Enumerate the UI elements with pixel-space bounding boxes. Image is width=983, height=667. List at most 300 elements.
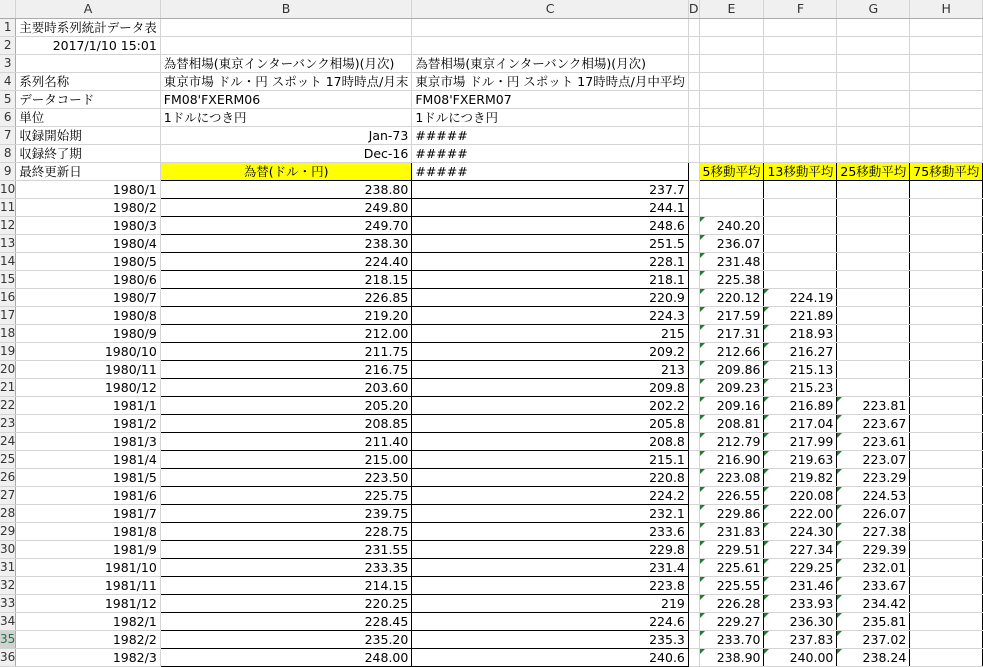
cell-rate-month-end[interactable]: 228.45 xyxy=(160,612,412,630)
row-header[interactable]: 9 xyxy=(0,162,16,180)
cell-a1-title[interactable]: 主要時系列統計データ表 xyxy=(16,18,161,36)
cell-ma5[interactable]: 233.70 xyxy=(699,630,764,648)
cell-ma75[interactable] xyxy=(910,360,983,378)
cell-b9-header[interactable]: 為替(ドル・円) xyxy=(160,162,412,180)
cell-ma13[interactable]: 227.34 xyxy=(764,540,837,558)
cell[interactable] xyxy=(837,90,910,108)
cell[interactable] xyxy=(688,288,699,306)
row-header[interactable]: 15 xyxy=(0,270,16,288)
cell-rate-month-end[interactable]: 218.15 xyxy=(160,270,412,288)
row-header[interactable]: 29 xyxy=(0,522,16,540)
cell-ma25[interactable]: 235.81 xyxy=(837,612,910,630)
cell-ma13[interactable] xyxy=(764,198,837,216)
cell-ma5[interactable]: 226.28 xyxy=(699,594,764,612)
cell-ma75[interactable] xyxy=(910,432,983,450)
cell-ma13[interactable]: 216.89 xyxy=(764,396,837,414)
cell-date[interactable]: 1981/2 xyxy=(16,414,161,432)
cell-ma25[interactable] xyxy=(837,360,910,378)
column-header-a[interactable]: A xyxy=(16,0,161,18)
cell-c9-header[interactable]: ##### xyxy=(412,162,689,180)
cell[interactable] xyxy=(688,216,699,234)
cell[interactable] xyxy=(699,126,764,144)
cell-rate-month-end[interactable]: 248.00 xyxy=(160,648,412,666)
cell-c5-code[interactable]: FM08'FXERM07 xyxy=(412,90,689,108)
cell[interactable] xyxy=(688,648,699,666)
row-header[interactable]: 23 xyxy=(0,414,16,432)
cell-ma75[interactable] xyxy=(910,540,983,558)
cell[interactable] xyxy=(688,486,699,504)
cell[interactable] xyxy=(688,396,699,414)
cell-ma5[interactable]: 226.55 xyxy=(699,486,764,504)
cell-ma25[interactable]: 229.39 xyxy=(837,540,910,558)
cell-ma13[interactable]: 221.89 xyxy=(764,306,837,324)
cell-rate-month-end[interactable]: 211.40 xyxy=(160,432,412,450)
cell-ma5[interactable]: 238.90 xyxy=(699,648,764,666)
column-header-b[interactable]: B xyxy=(160,0,412,18)
cell-ma25[interactable] xyxy=(837,198,910,216)
row-header[interactable]: 14 xyxy=(0,252,16,270)
cell[interactable] xyxy=(837,54,910,72)
cell[interactable] xyxy=(764,72,837,90)
cell-ma25[interactable]: 232.01 xyxy=(837,558,910,576)
cell-rate-month-avg[interactable]: 220.9 xyxy=(412,288,689,306)
row-header[interactable]: 13 xyxy=(0,234,16,252)
row-header[interactable]: 31 xyxy=(0,558,16,576)
cell-rate-month-avg[interactable]: 233.6 xyxy=(412,522,689,540)
cell-rate-month-end[interactable]: 216.75 xyxy=(160,360,412,378)
cell-ma25[interactable] xyxy=(837,342,910,360)
cell-ma13[interactable]: 220.08 xyxy=(764,486,837,504)
cell-date[interactable]: 1980/1 xyxy=(16,180,161,198)
cell-rate-month-end[interactable]: 215.00 xyxy=(160,450,412,468)
cell-rate-month-avg[interactable]: 248.6 xyxy=(412,216,689,234)
column-header-d[interactable]: D xyxy=(688,1,699,17)
cell-ma25[interactable]: 223.67 xyxy=(837,414,910,432)
cell[interactable] xyxy=(160,18,412,36)
cell-ma5[interactable]: 209.16 xyxy=(699,396,764,414)
cell[interactable] xyxy=(910,126,983,144)
cell-ma5[interactable]: 229.27 xyxy=(699,612,764,630)
cell-date[interactable]: 1981/1 xyxy=(16,396,161,414)
cell-ma13[interactable]: 231.46 xyxy=(764,576,837,594)
cell-b8-end[interactable]: Dec-16 xyxy=(160,144,412,162)
cell[interactable] xyxy=(764,54,837,72)
cell-ma25[interactable] xyxy=(837,216,910,234)
cell[interactable] xyxy=(688,558,699,576)
cell[interactable] xyxy=(764,108,837,126)
cell[interactable] xyxy=(837,36,910,54)
cell-rate-month-avg[interactable]: 219 xyxy=(412,594,689,612)
cell-ma75[interactable] xyxy=(910,198,983,216)
cell-date[interactable]: 1980/4 xyxy=(16,234,161,252)
cell-date[interactable]: 1981/7 xyxy=(16,504,161,522)
cell-ma75[interactable] xyxy=(910,342,983,360)
cell-ma5[interactable]: 236.07 xyxy=(699,234,764,252)
row-header[interactable]: 36 xyxy=(0,648,16,666)
cell-ma75[interactable] xyxy=(910,234,983,252)
cell[interactable] xyxy=(688,342,699,360)
cell-b3-series-title[interactable]: 為替相場(東京インターバンク相場)(月次) xyxy=(160,54,412,72)
cell-e9-header[interactable]: 5移動平均 xyxy=(699,162,764,180)
cell[interactable] xyxy=(688,414,699,432)
row-header[interactable]: 12 xyxy=(0,216,16,234)
cell-ma25[interactable] xyxy=(837,306,910,324)
row-header[interactable]: 7 xyxy=(0,126,16,144)
row-header[interactable]: 30 xyxy=(0,540,16,558)
row-header[interactable]: 20 xyxy=(0,360,16,378)
cell-ma25[interactable]: 237.02 xyxy=(837,630,910,648)
row-header[interactable]: 27 xyxy=(0,486,16,504)
cell-rate-month-end[interactable]: 208.85 xyxy=(160,414,412,432)
cell-ma13[interactable]: 233.93 xyxy=(764,594,837,612)
cell-ma25[interactable] xyxy=(837,234,910,252)
cell-rate-month-end[interactable]: 228.75 xyxy=(160,522,412,540)
cell-date[interactable]: 1980/6 xyxy=(16,270,161,288)
cell-rate-month-avg[interactable]: 213 xyxy=(412,360,689,378)
cell-ma25[interactable]: 227.38 xyxy=(837,522,910,540)
cell-ma75[interactable] xyxy=(910,396,983,414)
cell[interactable] xyxy=(688,36,699,54)
cell-ma13[interactable]: 240.00 xyxy=(764,648,837,666)
cell-ma13[interactable]: 217.99 xyxy=(764,432,837,450)
cell-rate-month-end[interactable]: 220.25 xyxy=(160,594,412,612)
cell-c3-series-title[interactable]: 為替相場(東京インターバンク相場)(月次) xyxy=(412,54,689,72)
cell-ma13[interactable]: 224.19 xyxy=(764,288,837,306)
cell-rate-month-avg[interactable]: 244.1 xyxy=(412,198,689,216)
cell-ma13[interactable] xyxy=(764,252,837,270)
cell-ma13[interactable]: 219.63 xyxy=(764,450,837,468)
cell-ma5[interactable]: 220.12 xyxy=(699,288,764,306)
cell[interactable] xyxy=(910,72,983,90)
cell-date[interactable]: 1980/2 xyxy=(16,198,161,216)
cell[interactable] xyxy=(699,54,764,72)
row-header[interactable]: 17 xyxy=(0,306,16,324)
cell[interactable] xyxy=(688,450,699,468)
cell-date[interactable]: 1980/3 xyxy=(16,216,161,234)
row-header[interactable]: 33 xyxy=(0,594,16,612)
column-header-g[interactable]: G xyxy=(837,0,910,18)
cell[interactable] xyxy=(412,18,689,36)
cell[interactable] xyxy=(160,36,412,54)
row-header[interactable]: 4 xyxy=(0,72,16,90)
cell[interactable] xyxy=(688,504,699,522)
row-header[interactable]: 1 xyxy=(0,18,16,36)
row-header[interactable]: 18 xyxy=(0,324,16,342)
cell-ma5[interactable]: 217.59 xyxy=(699,306,764,324)
cell-date[interactable]: 1980/12 xyxy=(16,378,161,396)
cell-ma75[interactable] xyxy=(910,450,983,468)
cell[interactable] xyxy=(910,54,983,72)
cell-date[interactable]: 1981/8 xyxy=(16,522,161,540)
cell-ma13[interactable]: 219.82 xyxy=(764,468,837,486)
cell-ma75[interactable] xyxy=(910,522,983,540)
column-header-c[interactable]: C xyxy=(412,0,689,18)
cell-date[interactable]: 1980/9 xyxy=(16,324,161,342)
row-header[interactable]: 10 xyxy=(0,180,16,198)
cell[interactable] xyxy=(412,36,689,54)
cell[interactable] xyxy=(688,594,699,612)
cell-date[interactable]: 1981/9 xyxy=(16,540,161,558)
cell[interactable] xyxy=(688,378,699,396)
row-header[interactable]: 28 xyxy=(0,504,16,522)
cell-rate-month-avg[interactable]: 215.1 xyxy=(412,450,689,468)
cell-ma75[interactable] xyxy=(910,270,983,288)
cell-rate-month-end[interactable]: 224.40 xyxy=(160,252,412,270)
cell-ma13[interactable] xyxy=(764,234,837,252)
cell-ma75[interactable] xyxy=(910,630,983,648)
cell-rate-month-avg[interactable]: 202.2 xyxy=(412,396,689,414)
cell[interactable] xyxy=(688,522,699,540)
row-header[interactable]: 26 xyxy=(0,468,16,486)
column-header-f[interactable]: F xyxy=(764,0,837,18)
cell-date[interactable]: 1981/3 xyxy=(16,432,161,450)
cell[interactable] xyxy=(910,144,983,162)
cell-b5-code[interactable]: FM08'FXERM06 xyxy=(160,90,412,108)
cell-a9-label[interactable]: 最終更新日 xyxy=(16,162,161,180)
cell-date[interactable]: 1980/8 xyxy=(16,306,161,324)
cell-rate-month-avg[interactable]: 220.8 xyxy=(412,468,689,486)
cell-rate-month-avg[interactable]: 224.3 xyxy=(412,306,689,324)
cell[interactable] xyxy=(688,108,699,126)
cell-ma75[interactable] xyxy=(910,288,983,306)
cell-date[interactable]: 1981/4 xyxy=(16,450,161,468)
cell-ma13[interactable] xyxy=(764,216,837,234)
cell[interactable] xyxy=(699,36,764,54)
cell-ma13[interactable] xyxy=(764,270,837,288)
cell-c6-unit[interactable]: 1ドルにつき円 xyxy=(412,108,689,126)
cell-ma5[interactable] xyxy=(699,180,764,198)
cell-rate-month-end[interactable]: 226.85 xyxy=(160,288,412,306)
cell[interactable] xyxy=(764,18,837,36)
cell-ma75[interactable] xyxy=(910,324,983,342)
cell-ma13[interactable] xyxy=(764,180,837,198)
cell-c8-end[interactable]: ##### xyxy=(412,144,689,162)
row-header[interactable]: 24 xyxy=(0,432,16,450)
row-header[interactable]: 11 xyxy=(0,198,16,216)
cell-ma13[interactable]: 236.30 xyxy=(764,612,837,630)
cell[interactable] xyxy=(699,90,764,108)
cell-ma25[interactable]: 223.29 xyxy=(837,468,910,486)
cell-b4-series-name[interactable]: 東京市場 ドル・円 スポット 17時時点/月末 xyxy=(160,72,412,90)
cell-a6-label[interactable]: 単位 xyxy=(16,108,161,126)
cell[interactable] xyxy=(688,612,699,630)
cell-rate-month-end[interactable]: 239.75 xyxy=(160,504,412,522)
cell-ma5[interactable]: 229.51 xyxy=(699,540,764,558)
cell-ma75[interactable] xyxy=(910,252,983,270)
cell-ma5[interactable]: 209.23 xyxy=(699,378,764,396)
cell-a7-label[interactable]: 収録開始期 xyxy=(16,126,161,144)
cell-ma13[interactable]: 217.04 xyxy=(764,414,837,432)
select-all-corner[interactable] xyxy=(0,0,16,18)
cell-date[interactable]: 1982/2 xyxy=(16,630,161,648)
cell[interactable] xyxy=(764,36,837,54)
cell[interactable] xyxy=(764,126,837,144)
cell[interactable] xyxy=(688,630,699,648)
cell-rate-month-avg[interactable]: 224.6 xyxy=(412,612,689,630)
cell-ma25[interactable]: 223.81 xyxy=(837,396,910,414)
cell-rate-month-avg[interactable]: 231.4 xyxy=(412,558,689,576)
cell-rate-month-end[interactable]: 233.35 xyxy=(160,558,412,576)
row-header[interactable]: 16 xyxy=(0,288,16,306)
cell-ma13[interactable]: 222.00 xyxy=(764,504,837,522)
cell-rate-month-avg[interactable]: 240.6 xyxy=(412,648,689,666)
cell-ma25[interactable]: 224.53 xyxy=(837,486,910,504)
cell-rate-month-avg[interactable]: 237.7 xyxy=(412,180,689,198)
cell-ma5[interactable]: 225.38 xyxy=(699,270,764,288)
cell-date[interactable]: 1981/10 xyxy=(16,558,161,576)
column-header-e[interactable]: E xyxy=(699,0,764,18)
cell[interactable] xyxy=(699,108,764,126)
cell-ma5[interactable] xyxy=(699,198,764,216)
cell-rate-month-avg[interactable]: 209.8 xyxy=(412,378,689,396)
cell-ma25[interactable]: 238.24 xyxy=(837,648,910,666)
cell[interactable] xyxy=(910,108,983,126)
cell-date[interactable]: 1980/5 xyxy=(16,252,161,270)
cell-b7-start[interactable]: Jan-73 xyxy=(160,126,412,144)
cell-a4-label[interactable]: 系列名称 xyxy=(16,72,161,90)
cell-g9-header[interactable]: 25移動平均 xyxy=(837,162,910,180)
cell-rate-month-avg[interactable]: 232.1 xyxy=(412,504,689,522)
cell-rate-month-avg[interactable]: 235.3 xyxy=(412,630,689,648)
cell-rate-month-end[interactable]: 211.75 xyxy=(160,342,412,360)
cell[interactable] xyxy=(910,18,983,36)
cell-h9-header[interactable]: 75移動平均 xyxy=(910,162,983,180)
row-header[interactable]: 2 xyxy=(0,36,16,54)
cell-ma75[interactable] xyxy=(910,612,983,630)
row-header[interactable]: 32 xyxy=(0,576,16,594)
cell[interactable] xyxy=(688,468,699,486)
cell-rate-month-end[interactable]: 223.50 xyxy=(160,468,412,486)
cell-rate-month-end[interactable]: 238.30 xyxy=(160,234,412,252)
cell-ma5[interactable]: 231.83 xyxy=(699,522,764,540)
cell-date[interactable]: 1982/1 xyxy=(16,612,161,630)
cell-rate-month-avg[interactable]: 205.8 xyxy=(412,414,689,432)
cell[interactable] xyxy=(837,72,910,90)
cell-date[interactable]: 1982/3 xyxy=(16,648,161,666)
cell-rate-month-avg[interactable]: 208.8 xyxy=(412,432,689,450)
cell[interactable] xyxy=(688,432,699,450)
cell-ma5[interactable]: 225.61 xyxy=(699,558,764,576)
cell-ma25[interactable]: 226.07 xyxy=(837,504,910,522)
cell-ma25[interactable] xyxy=(837,378,910,396)
cell[interactable] xyxy=(688,360,699,378)
cell[interactable] xyxy=(688,234,699,252)
cell-f9-header[interactable]: 13移動平均 xyxy=(764,162,837,180)
cell-ma5[interactable]: 240.20 xyxy=(699,216,764,234)
cell-rate-month-avg[interactable]: 251.5 xyxy=(412,234,689,252)
cell-rate-month-end[interactable]: 225.75 xyxy=(160,486,412,504)
cell-rate-month-avg[interactable]: 218.1 xyxy=(412,270,689,288)
cell-ma5[interactable]: 223.08 xyxy=(699,468,764,486)
cell-ma13[interactable]: 229.25 xyxy=(764,558,837,576)
cell-ma25[interactable]: 223.61 xyxy=(837,432,910,450)
cell-ma25[interactable]: 223.07 xyxy=(837,450,910,468)
row-header[interactable]: 34 xyxy=(0,612,16,630)
cell-a5-label[interactable]: データコード xyxy=(16,90,161,108)
cell-rate-month-end[interactable]: 235.20 xyxy=(160,630,412,648)
cell[interactable] xyxy=(688,252,699,270)
cell-b6-unit[interactable]: 1ドルにつき円 xyxy=(160,108,412,126)
cell[interactable] xyxy=(688,198,699,216)
cell[interactable] xyxy=(699,144,764,162)
cell-date[interactable]: 1981/12 xyxy=(16,594,161,612)
cell-ma25[interactable] xyxy=(837,270,910,288)
cell-ma13[interactable]: 237.83 xyxy=(764,630,837,648)
cell-date[interactable]: 1980/11 xyxy=(16,360,161,378)
cell-c7-start[interactable]: ##### xyxy=(412,126,689,144)
row-header[interactable]: 5 xyxy=(0,90,16,108)
cell-date[interactable]: 1981/6 xyxy=(16,486,161,504)
cell-ma75[interactable] xyxy=(910,216,983,234)
cell-date[interactable]: 1980/10 xyxy=(16,342,161,360)
row-header[interactable]: 19 xyxy=(0,342,16,360)
cell[interactable] xyxy=(688,270,699,288)
cell-rate-month-avg[interactable]: 228.1 xyxy=(412,252,689,270)
cell-ma5[interactable]: 209.86 xyxy=(699,360,764,378)
cell-ma5[interactable]: 208.81 xyxy=(699,414,764,432)
cell[interactable] xyxy=(688,540,699,558)
row-header[interactable]: 35 xyxy=(0,630,16,648)
cell[interactable] xyxy=(688,18,699,36)
cell-date[interactable]: 1981/11 xyxy=(16,576,161,594)
cell[interactable] xyxy=(688,126,699,144)
cell-rate-month-avg[interactable]: 215 xyxy=(412,324,689,342)
cell-date[interactable]: 1980/7 xyxy=(16,288,161,306)
cell-rate-month-avg[interactable]: 223.8 xyxy=(412,576,689,594)
cell-ma75[interactable] xyxy=(910,504,983,522)
row-header[interactable]: 3 xyxy=(0,54,16,72)
cell[interactable] xyxy=(910,36,983,54)
cell[interactable] xyxy=(837,126,910,144)
cell-ma25[interactable] xyxy=(837,288,910,306)
cell-rate-month-end[interactable]: 214.15 xyxy=(160,576,412,594)
row-header[interactable]: 8 xyxy=(0,144,16,162)
cell-ma13[interactable]: 224.30 xyxy=(764,522,837,540)
row-header[interactable]: 25 xyxy=(0,450,16,468)
cell-ma75[interactable] xyxy=(910,576,983,594)
cell-c4-series-name[interactable]: 東京市場 ドル・円 スポット 17時時点/月中平均 xyxy=(412,72,689,90)
cell[interactable] xyxy=(688,576,699,594)
cell-a8-label[interactable]: 収録終了期 xyxy=(16,144,161,162)
cell-ma5[interactable]: 231.48 xyxy=(699,252,764,270)
cell[interactable] xyxy=(699,72,764,90)
cell-ma75[interactable] xyxy=(910,594,983,612)
cell[interactable] xyxy=(688,144,699,162)
cell-ma25[interactable] xyxy=(837,180,910,198)
cell-ma13[interactable]: 216.27 xyxy=(764,342,837,360)
cell-ma75[interactable] xyxy=(910,414,983,432)
cell-ma13[interactable]: 218.93 xyxy=(764,324,837,342)
cell-rate-month-avg[interactable]: 224.2 xyxy=(412,486,689,504)
cell-rate-month-end[interactable]: 203.60 xyxy=(160,378,412,396)
cell-ma25[interactable] xyxy=(837,324,910,342)
cell[interactable] xyxy=(837,144,910,162)
cell-ma75[interactable] xyxy=(910,306,983,324)
cell-rate-month-avg[interactable]: 229.8 xyxy=(412,540,689,558)
cell-ma25[interactable] xyxy=(837,252,910,270)
cell-rate-month-end[interactable]: 212.00 xyxy=(160,324,412,342)
cell-ma75[interactable] xyxy=(910,180,983,198)
cell[interactable] xyxy=(688,54,699,72)
cell-ma75[interactable] xyxy=(910,486,983,504)
cell-rate-month-avg[interactable]: 209.2 xyxy=(412,342,689,360)
cell-rate-month-end[interactable]: 238.80 xyxy=(160,180,412,198)
cell-rate-month-end[interactable]: 249.70 xyxy=(160,216,412,234)
cell[interactable] xyxy=(910,90,983,108)
cell-a2-timestamp[interactable]: 2017/1/10 15:01 xyxy=(16,36,161,54)
cell-ma13[interactable]: 215.13 xyxy=(764,360,837,378)
cell-ma5[interactable]: 212.66 xyxy=(699,342,764,360)
